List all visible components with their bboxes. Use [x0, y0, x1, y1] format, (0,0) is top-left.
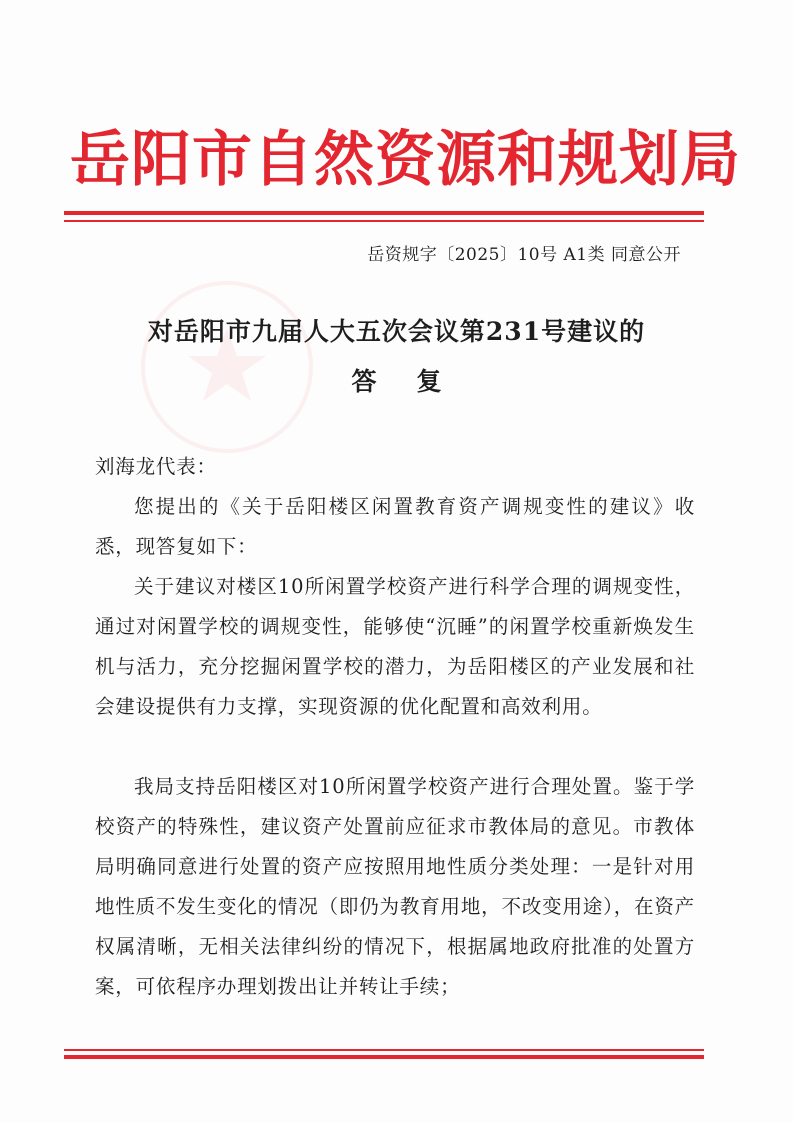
body-paragraph: 关于建议对楼区10所闲置学校资产进行科学合理的调规变性，通过对闲置学校的调规变性，能够使“沉睡”的闲置学校重新焕发生机与活力，充分挖掘闲置学校的潜力，为岳阳楼区的产业发展和社会建设提供有力支撑，实现资源的优化配置和高效利用。 [95, 575, 695, 718]
body-paragraph: 您提出的《关于岳阳楼区闲置教育资产调规变性的建议》收悉，现答复如下： [95, 495, 695, 558]
agency-masthead: 岳阳市自然资源和规划局 [70, 125, 741, 195]
salutation: 刘海龙代表： [95, 455, 217, 478]
footer-red-rule-thin [64, 1049, 704, 1051]
document-title: 对岳阳市九届人大五次会议第231号建议的 [147, 317, 646, 346]
footer-red-rule [64, 1055, 704, 1059]
document-title-reply: 答复 [351, 367, 482, 396]
header-red-rule [64, 211, 704, 215]
header-red-rule-thin [64, 220, 704, 222]
body-paragraph: 我局支持岳阳楼区对10所闲置学校资产进行合理处置。鉴于学校资产的特殊性，建议资产处置前应征求市教体局的意见。市教体局明确同意进行处置的资产应按照用地性质分类处理：一是针对用地性质不发生变化的情况（即仍为教育用地，不改变用途），在资产权属清晰，无相关法律纠纷的情况下，根据属地政府批准的处置方案，可依程序办理划拨出让并转让手续； [95, 775, 695, 998]
document-number: 岳资规字〔2025〕10号 A1类 同意公开 [367, 245, 681, 265]
